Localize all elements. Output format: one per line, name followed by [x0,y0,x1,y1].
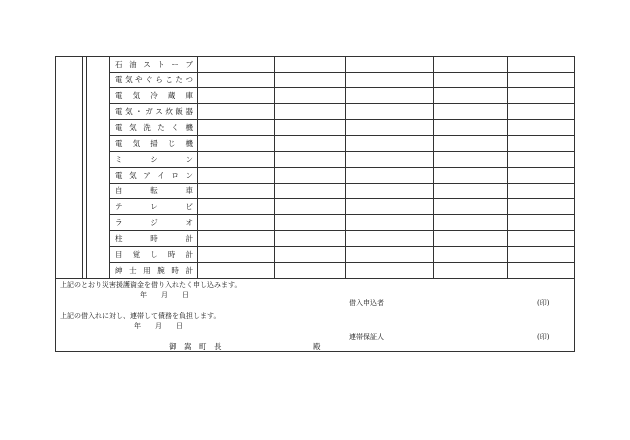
addressee-honorific: 殿 [313,342,321,351]
item-label-char: ス [155,107,163,116]
item-label [111,168,197,183]
item-label-char: 用 [143,266,151,275]
item-label-char: 電 [115,91,123,100]
item-label-char: 気 [129,123,137,132]
item-label-char: ぐ [145,75,153,84]
item-label-char: 庫 [185,91,193,100]
item-label [111,136,197,151]
item-label-char: 腕 [157,266,165,275]
item-label-char: し [150,250,158,259]
item-label-char: 機 [185,123,193,132]
item-label [111,88,197,103]
item-label-char: 覚 [132,250,141,259]
item-label-char: 計 [185,266,193,275]
item-label-char: オ [185,218,193,227]
item-label [111,152,197,167]
item-label-char: た [157,123,165,132]
guarantee-statement: 上記の借入れに対し、連帯して債務を負担します。 [60,312,221,320]
guarantee-date: 年 月 日 [134,322,183,330]
item-label-char: 掃 [150,139,158,148]
item-label [111,199,197,214]
item-label-char: ビ [185,202,193,211]
item-label-char: 自 [115,186,123,195]
applicant-seal: (印) [537,299,550,307]
item-label [111,231,197,246]
item-label-char: 計 [185,234,193,243]
item-label-char: 気 [125,75,133,84]
item-label-char: 蔵 [167,91,176,100]
item-label-char: 気 [129,171,137,180]
item-label-char: 機 [185,139,193,148]
item-label-char: 士 [129,266,137,275]
item-label-char: 電 [115,123,123,132]
item-label-char: 器 [185,107,193,116]
item-label-char: ら [155,75,163,84]
item-label-char: 時 [167,250,176,259]
item-label-char: ン [185,171,193,180]
item-label-char: ン [185,155,193,164]
item-label-char: 計 [185,250,193,259]
left-double-line-1 [82,56,83,278]
item-label-char: 時 [171,266,179,275]
item-label-char: 電 [115,171,123,180]
application-date: 年 月 日 [140,291,189,299]
item-label [111,72,197,87]
item-label-char: く [171,123,179,132]
item-label-char: ミ [115,155,123,164]
item-label-char: 時 [150,234,158,243]
guarantor-seal: (印) [537,333,550,341]
item-label-char: 電 [115,75,123,84]
item-label-char: 電 [115,139,123,148]
item-label-char: ジ [150,218,158,227]
item-label-char: 気 [125,107,133,116]
item-label-char: 電 [115,107,123,116]
item-label-char: 洗 [143,123,151,132]
item-label-char: 気 [132,139,141,148]
item-label-char: ス [143,60,151,69]
item-label-char: イ [157,171,165,180]
item-label-char: レ [150,202,158,211]
item-label-char: 飯 [175,107,183,116]
item-label-char: 目 [115,250,123,259]
item-label-char: 紳 [115,266,123,275]
item-label-char: じ [167,139,176,148]
item-label-char: 転 [150,186,158,195]
guarantor-label: 連帯保証人 [349,333,384,341]
item-label-char: 冷 [150,91,158,100]
item-label [111,104,197,119]
applicant-label: 借入申込者 [349,299,384,307]
item-label [111,247,197,262]
item-label [111,215,197,230]
item-label-char: 油 [129,60,137,69]
item-label-char: 気 [132,91,141,100]
application-statement: 上記のとおり災害援護資金を借り入れたく申し込みます。 [60,281,242,289]
item-label [111,263,197,278]
left-double-line-2 [86,56,87,278]
item-label-char: 車 [185,186,193,195]
addressee-title: 御 嵩 町 長 [169,342,222,351]
item-label-char: ー [171,60,179,69]
table-bottom-line [55,278,575,279]
item-label-char: た [175,75,183,84]
item-label-char: ・ [135,107,143,116]
item-label-char: シ [150,155,158,164]
item-label [111,183,197,198]
item-label-char: や [135,75,143,84]
item-label-char: つ [185,75,193,84]
item-label [111,57,197,72]
item-label-char: テ [115,202,123,211]
item-label-char: ブ [185,60,193,69]
item-label-char: ラ [115,218,123,227]
item-label-char: こ [165,75,173,84]
item-label-char: ロ [171,171,179,180]
item-label-char: 炊 [165,107,173,116]
item-label-char: ア [143,171,151,180]
item-label-char: ト [157,60,165,69]
item-label-char: 柱 [115,234,123,243]
item-label [111,120,197,135]
item-label-char: 石 [115,60,123,69]
item-label-char: ガ [145,107,153,116]
